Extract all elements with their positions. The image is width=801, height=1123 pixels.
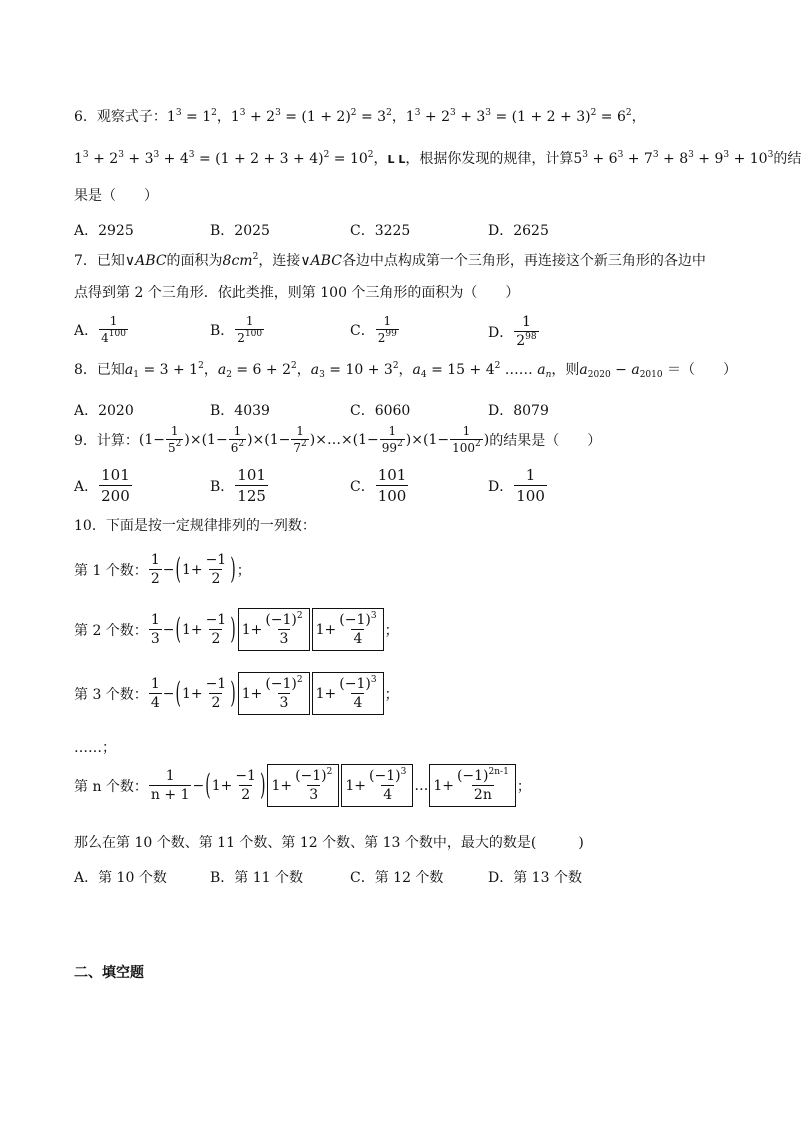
q10-question: 那么在第 10 个数、第 11 个数、第 12 个数、第 13 个数中，最大的数是( ) [74,835,584,851]
q7-line2: 点得到第 2 个三角形．依此类推，则第 100 个三角形的面积为（ ） [74,285,520,301]
q6-option-b[interactable]: B．2025 [210,223,270,239]
q9-line1: 9．计算： (1− $\frac{1}{5^2}$ )×(1− $\frac{1}{6^2}$ )×(1− $\frac{1}{7^2}$ )×…×(1− $\frac{1}{99^2}$ )×(1− $\frac{1}{100^2}$ ) 的结果是（ ） [74,424,602,455]
q10-item-2: 第 2 个数： $\frac{1}{3}$ − ( 1+ $\frac{-1}{2}$ ) 1+ $\frac{(-1)^2}{3}$ 1+ $\frac{(-1)^3}{4}$ ； [74,608,399,651]
q10-option-d[interactable]: D．第 13 个数 [488,870,582,886]
q8-option-a[interactable]: A．2020 [74,403,134,419]
q10-title: 10．下面是按一定规律排列的一列数： [74,518,316,534]
q7-option-d[interactable]: D． $\frac{1}{2^{98}}$ [488,314,537,349]
q9-option-b[interactable]: B． $\frac{101}{125}$ [210,466,266,505]
q8-option-d[interactable]: D．8079 [488,403,549,419]
q10-option-a[interactable]: A．第 10 个数 [74,870,167,886]
q9-option-a[interactable]: A． $\frac{101}{200}$ [74,466,130,505]
q8-line1: 8．已知$a_1 = 3 + 1^2$，$a_2 = 6 + 2^2$，$a_3 = 10 + 3^2$，$a_4 = 15 + 4^2$ …… $a_n$，则$a_{2020} - a_{2010}$ ＝（ ） [74,361,738,380]
q9-option-c[interactable]: C． $\frac{101}{100}$ [350,466,407,505]
q7-option-b[interactable]: B． $\frac{1}{2^{100}}$ [210,314,263,345]
q10-item-1: 第 1 个数： $\frac{1}{2}$ − ( 1+ $\frac{-1}{2}$ ) ； [74,552,251,587]
q9-option-d[interactable]: D． $\frac{1}{100}$ [488,466,545,505]
q7-option-a[interactable]: A． $\frac{1}{4^{100}}$ [74,314,126,345]
q10-item-3: 第 3 个数： $\frac{1}{4}$ − ( 1+ $\frac{-1}{2}$ ) 1+ $\frac{(-1)^2}{3}$ 1+ $\frac{(-1)^3}{4}$ ； [74,672,399,715]
q7-line1: 7．已知∨ABC的面积为$8cm^2$，连接∨ABC各边中点构成第一个三角形，再连接这个新三角形的各边中 [74,252,706,269]
q6-line1: 6．观察式子：$1^3 = 1^2$，$1^3 + 2^3 = (1 + 2)^2 = 3^2$，$1^3 + 2^3 + 3^3 = (1 + 2 + 3)^2 = 6^2$， [74,108,646,125]
q6-option-d[interactable]: D．2625 [488,223,549,239]
q10-option-b[interactable]: B．第 11 个数 [210,870,304,886]
q6-line3: 果是（ ） [74,188,158,204]
q6-option-a[interactable]: A．2925 [74,223,134,239]
q8-option-c[interactable]: C．6060 [350,403,411,419]
q6-line2: $1^3 + 2^3 + 3^3 + 4^3 = (1 + 2 + 3 + 4)^2 = 10^2$，L L，根据你发现的规律，计算$5^3 + 6^3 + 7^3 + 8^3 + 9^3 + 10^3$的结 [74,150,801,167]
section-heading-fill-in: 二、填空题 [74,965,144,981]
q10-option-c[interactable]: C．第 12 个数 [350,870,444,886]
q8-option-b[interactable]: B．4039 [210,403,270,419]
q7-option-c[interactable]: C． $\frac{1}{2^{99}}$ [350,314,397,345]
q10-item-n: 第 n 个数： $\frac{1}{n + 1}$ − ( 1+ $\frac{-1}{2}$ ) 1+ $\frac{(-1)^2}{3}$ 1+ $\frac{(-1)^3}{4}$ … 1+ $\frac{(-1)^{2n-1}}{2n}$ ； [74,764,531,807]
q6-option-c[interactable]: C．3225 [350,223,411,239]
q10-ellipsis: ……； [74,740,116,756]
